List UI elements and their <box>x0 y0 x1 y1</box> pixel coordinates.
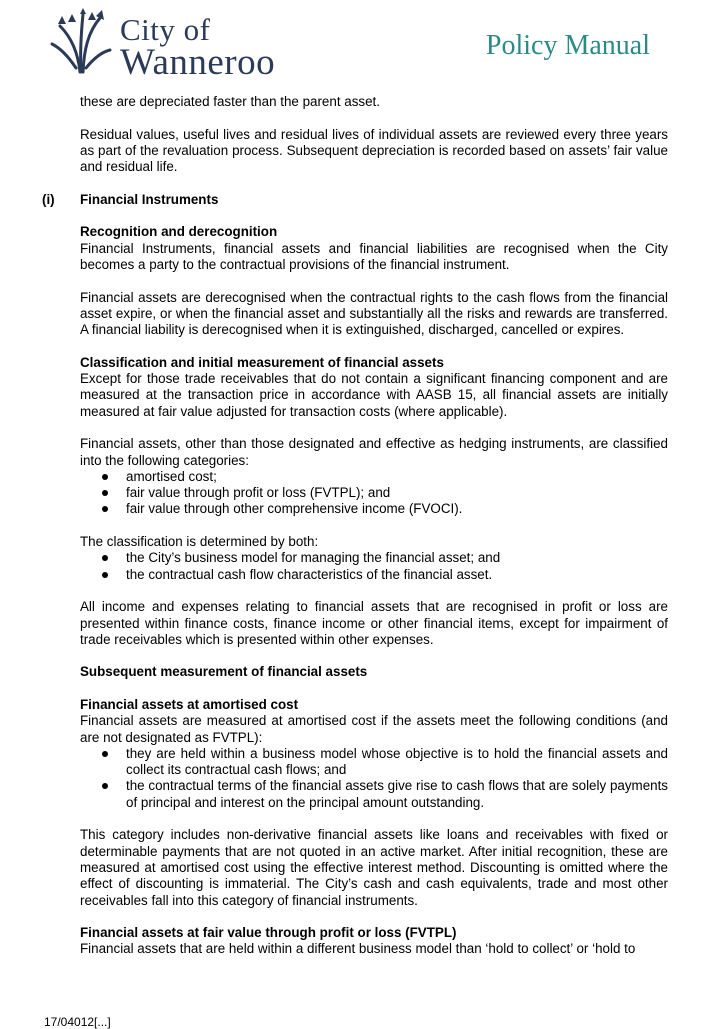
banksia-leaf-icon <box>50 8 112 74</box>
bullet-icon <box>102 783 108 789</box>
subsequent-measurement-heading: Subsequent measurement of financial assets <box>80 664 368 680</box>
list-item: the City’s business model for managing the financial asset; and <box>80 550 668 566</box>
residual-values-paragraph: Residual values, useful lives and residual lives of individual assets are reviewed every three years as part of the revaluation process. Subsequent depreciation is recorded based on assets’ fair value and residual life. <box>80 126 668 175</box>
amortised-conditions-list <box>80 746 668 811</box>
list-item: fair value through other comprehensive income (FVOCI). <box>80 501 668 517</box>
list-item: they are held within a business model whose objective is to hold the financial assets and collect its contractual cash flows; and <box>80 746 668 779</box>
bullet-icon <box>102 555 108 561</box>
city-of-wanneroo-logo <box>50 8 310 83</box>
amortised-cost-paragraph: Financial assets are measured at amortised cost if the assets meet the following conditions (and are not designated as FVTPL): <box>80 713 668 745</box>
recognition-paragraph: Financial Instruments, financial assets and financial liabilities are recognised when the City becomes a party to the contractual provisions of the financial instrument. <box>80 240 668 272</box>
intro-line: these are depreciated faster than the parent asset. <box>80 94 380 109</box>
bullet-icon <box>102 572 108 578</box>
section-number: (i) <box>42 191 55 207</box>
derecognition-paragraph: Financial assets are derecognised when the contractual rights to the cash flows from the financial asset expire, or when the financial asset and substantially all the risks and rewards are transferred. A financial liability is derecognised when it is extinguished, discharged, cancelled or expires. <box>80 289 668 338</box>
list-item: the contractual terms of the financial assets give rise to cash flows that are solely payments of principal and interest on the principal amount outstanding. <box>80 778 668 811</box>
policy-manual-title: Policy Manual <box>485 30 650 61</box>
bullet-icon <box>102 506 108 512</box>
categories-list <box>80 469 668 518</box>
document-body <box>42 94 668 958</box>
classification-heading: Classification and initial measurement of financial assets <box>80 354 444 370</box>
recognition-heading: Recognition and derecognition <box>80 224 278 240</box>
bullet-icon <box>102 751 108 757</box>
list-item: the contractual cash flow characteristics of the financial asset. <box>80 567 668 583</box>
logo-text-city-of: City of <box>120 12 211 47</box>
bullet-icon <box>102 474 108 480</box>
income-expenses-paragraph: All income and expenses relating to financial assets that are recognised in profit or loss are presented within finance costs, finance income or other financial items, except for impairment of trade receivables which is presented within other expenses. <box>80 599 668 647</box>
list-item: amortised cost; <box>80 469 668 485</box>
bullet-icon <box>102 490 108 496</box>
amortised-cost-heading: Financial assets at amortised cost <box>80 696 299 712</box>
logo-text-wanneroo: Wanneroo <box>120 42 276 83</box>
classification-paragraph: Except for those trade receivables that do not contain a significant financing component and are measured at the transaction price in accordance with AASB 15, all financial assets are initially measured at fair value adjusted for transaction costs (where applicable). <box>80 371 668 419</box>
fvtpl-heading: Financial assets at fair value through profit or loss (FVTPL) <box>80 925 457 941</box>
determined-list <box>80 550 668 583</box>
fvtpl-paragraph: Financial assets that are held within a different business model than ‘hold to collect’ or ‘hold to <box>80 941 636 957</box>
section-title: Financial Instruments <box>80 191 219 207</box>
page-header <box>0 0 706 90</box>
list-item: fair value through profit or loss (FVTPL); and <box>80 485 668 501</box>
section-heading <box>42 191 668 208</box>
document-reference: 17/04012[...] <box>44 1015 111 1029</box>
determined-paragraph: The classification is determined by both: <box>80 534 319 550</box>
category-includes-paragraph: This category includes non-derivative financial assets like loans and receivables with fixed or determinable payments that are not quoted in an active market. After initial recognition, these are measured at amortised cost using the effective interest method. Discounting is omitted where the effect of discounting is immaterial. The City’s cash and cash equivalents, trade and most other receivables fall into this category of financial instruments. <box>80 827 668 908</box>
categories-paragraph: Financial assets, other than those designated and effective as hedging instruments, are classified into the following categories: <box>80 436 668 468</box>
